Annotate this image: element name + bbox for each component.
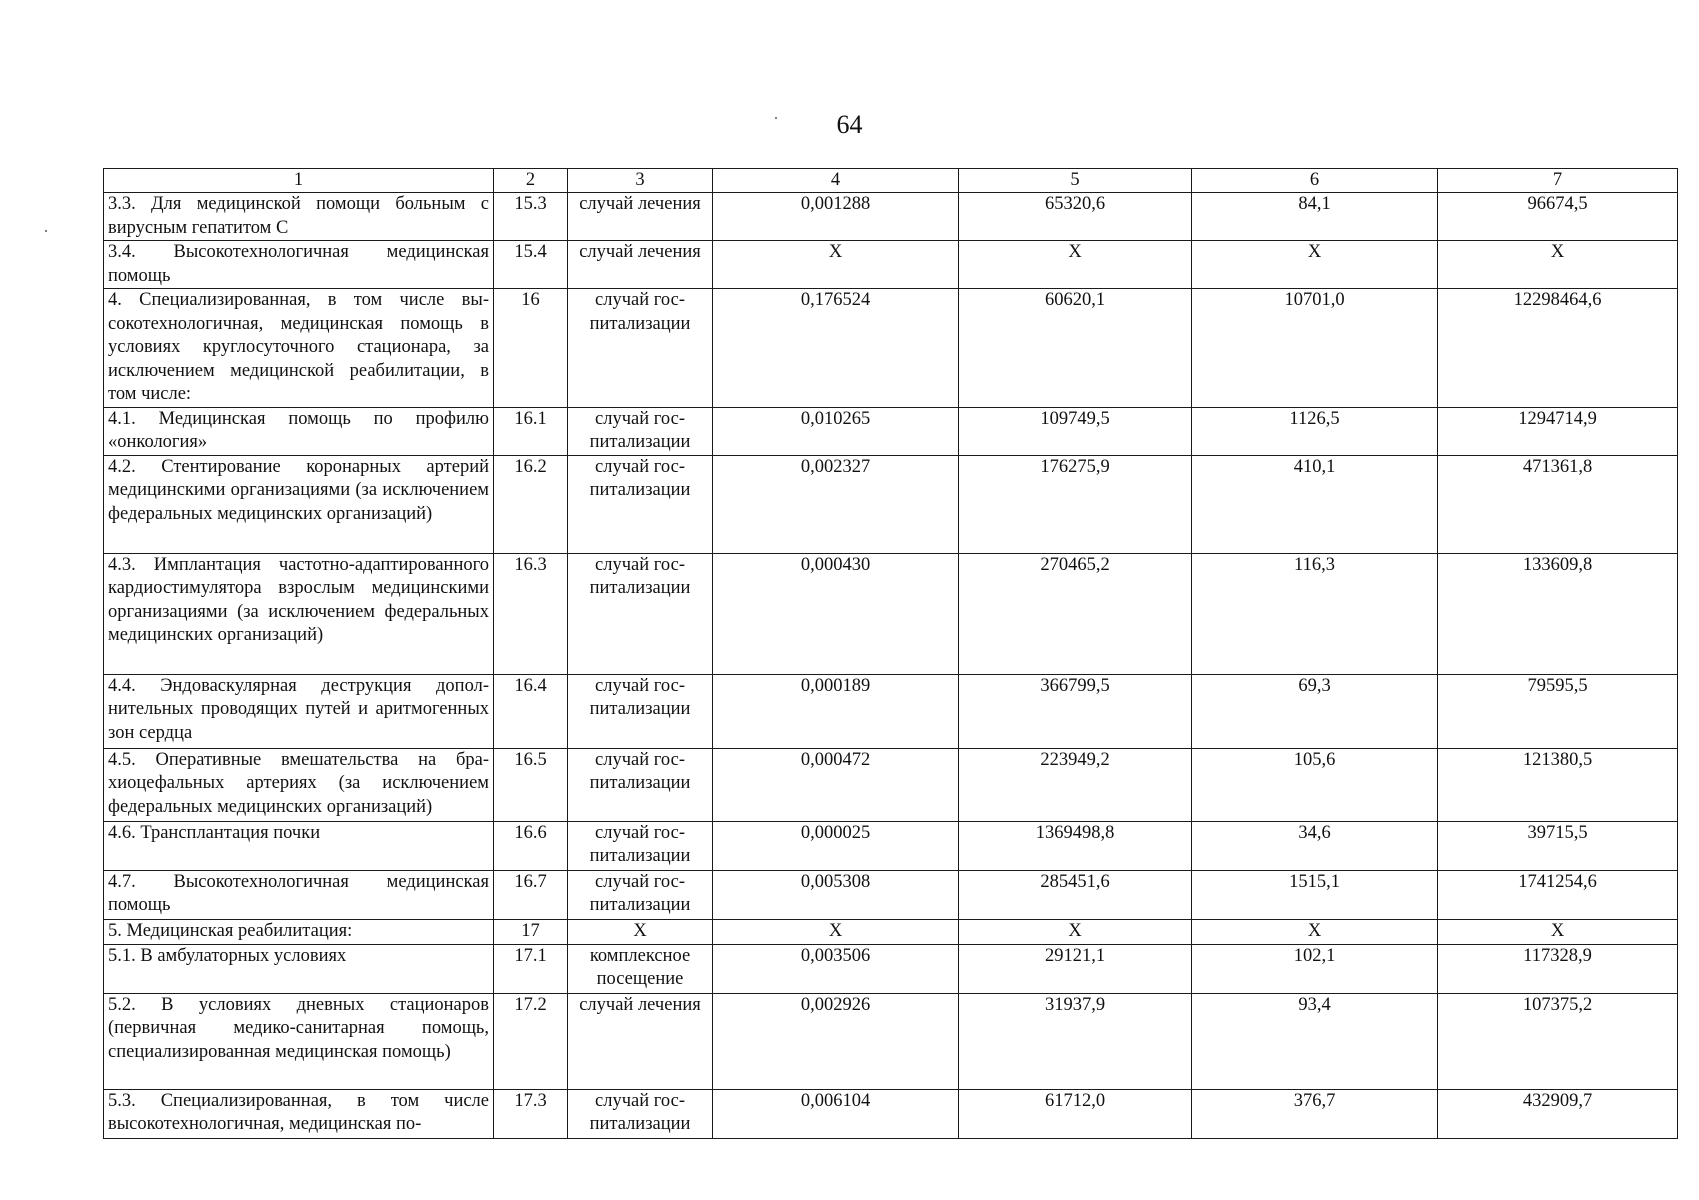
row-value-4: 0,001288: [713, 193, 959, 241]
row-unit: случай госпитализации: [568, 553, 713, 674]
row-value-7: 39715,5: [1438, 821, 1678, 870]
row-value-4: X: [713, 919, 959, 944]
table-row: [104, 241, 1678, 289]
row-value-7: 96674,5: [1438, 193, 1678, 241]
row-value-5: 223949,2: [959, 748, 1192, 821]
row-unit: случай госпитализации: [568, 870, 713, 919]
row-value-5: 176275,9: [959, 455, 1192, 553]
row-value-5: 285451,6: [959, 870, 1192, 919]
table-header-row: [104, 169, 1678, 193]
row-unit: X: [568, 919, 713, 944]
row-value-4: 0,006104: [713, 1089, 959, 1138]
row-value-5: 109749,5: [959, 407, 1192, 455]
table-row: [104, 455, 1678, 553]
row-value-7: 1741254,6: [1438, 870, 1678, 919]
column-header: 3: [568, 169, 713, 193]
row-value-7: 133609,8: [1438, 553, 1678, 674]
row-name: 4.3. Имплантация частотно-адаптированного кардиостимулятора взрослым медицинскими организациями (за исключением федеральных медицинских организаций): [104, 553, 494, 674]
row-value-4: X: [713, 241, 959, 289]
row-value-6: 116,3: [1192, 553, 1438, 674]
row-value-6: 105,6: [1192, 748, 1438, 821]
row-value-7: 432909,7: [1438, 1089, 1678, 1138]
row-number: 16.3: [494, 553, 568, 674]
row-value-4: 0,176524: [713, 289, 959, 408]
row-value-6: 1126,5: [1192, 407, 1438, 455]
row-name: 4.5. Оперативные вмешательства на брахиоцефальных артериях (за исключением федеральных медицинских организаций): [104, 748, 494, 821]
row-number: 15.4: [494, 241, 568, 289]
scan-speck: [45, 230, 47, 232]
row-unit: случай госпитализации: [568, 821, 713, 870]
row-value-6: 1515,1: [1192, 870, 1438, 919]
table-row: [104, 553, 1678, 674]
row-unit: случай госпитализации: [568, 748, 713, 821]
table-row: [104, 674, 1678, 748]
row-value-5: 61712,0: [959, 1089, 1192, 1138]
row-value-6: 102,1: [1192, 944, 1438, 993]
row-value-6: 410,1: [1192, 455, 1438, 553]
row-unit: случай госпитализации: [568, 289, 713, 408]
row-number: 15.3: [494, 193, 568, 241]
row-value-6: X: [1192, 241, 1438, 289]
row-value-7: 107375,2: [1438, 993, 1678, 1089]
row-value-5: 366799,5: [959, 674, 1192, 748]
row-name: 4.7. Высокотехнологичная медицинская помощь: [104, 870, 494, 919]
row-name: 4.1. Медицинская помощь по профилю «онкология»: [104, 407, 494, 455]
row-value-5: X: [959, 241, 1192, 289]
column-header: 6: [1192, 169, 1438, 193]
row-unit: случай лечения: [568, 993, 713, 1089]
column-header: 5: [959, 169, 1192, 193]
row-value-5: 1369498,8: [959, 821, 1192, 870]
row-value-7: X: [1438, 241, 1678, 289]
row-value-6: 93,4: [1192, 993, 1438, 1089]
row-value-4: 0,002926: [713, 993, 959, 1089]
row-value-7: 1294714,9: [1438, 407, 1678, 455]
row-name: 5.2. В условиях дневных стационаров (первичная медико-санитарная помощь, специализированная медицинская помощь): [104, 993, 494, 1089]
column-header: 7: [1438, 169, 1678, 193]
row-name: 3.3. Для медицинской помощи больным с вирусным гепатитом С: [104, 193, 494, 241]
row-value-5: 29121,1: [959, 944, 1192, 993]
row-value-7: 79595,5: [1438, 674, 1678, 748]
page-number: 64: [836, 110, 863, 139]
row-number: 16.2: [494, 455, 568, 553]
row-value-7: 121380,5: [1438, 748, 1678, 821]
row-value-5: 270465,2: [959, 553, 1192, 674]
data-table: [103, 168, 1678, 1139]
row-number: 17.3: [494, 1089, 568, 1138]
row-name: 4. Специализированная, в том числе высокотехнологичная, медицинская помощь в условиях круглосуточного стационара, за исключением медицинской реабилитации, в том числе:: [104, 289, 494, 408]
row-unit: случай госпитализации: [568, 1089, 713, 1138]
table-row: [104, 993, 1678, 1089]
row-unit: случай госпитализации: [568, 407, 713, 455]
row-value-7: 117328,9: [1438, 944, 1678, 993]
row-number: 16.6: [494, 821, 568, 870]
row-value-4: 0,000472: [713, 748, 959, 821]
row-value-6: 69,3: [1192, 674, 1438, 748]
row-value-4: 0,003506: [713, 944, 959, 993]
row-number: 17.2: [494, 993, 568, 1089]
row-name: 5.3. Специализированная, в том числе высокотехнологичная, медицинская по-: [104, 1089, 494, 1138]
row-value-7: 12298464,6: [1438, 289, 1678, 408]
row-value-5: 31937,9: [959, 993, 1192, 1089]
table-row: [104, 407, 1678, 455]
row-name: 4.6. Трансплантация почки: [104, 821, 494, 870]
row-value-4: 0,000189: [713, 674, 959, 748]
row-name: 3.4. Высокотехнологичная медицинская помощь: [104, 241, 494, 289]
column-header: 4: [713, 169, 959, 193]
row-value-4: 0,005308: [713, 870, 959, 919]
row-unit: случай лечения: [568, 241, 713, 289]
row-number: 16.7: [494, 870, 568, 919]
row-name: 4.4. Эндоваскулярная деструкция дополнительных проводящих путей и аритмогенных зон сердца: [104, 674, 494, 748]
row-value-6: 376,7: [1192, 1089, 1438, 1138]
row-value-5: 65320,6: [959, 193, 1192, 241]
row-value-4: 0,002327: [713, 455, 959, 553]
table-row: [104, 748, 1678, 821]
row-number: 17.1: [494, 944, 568, 993]
row-value-5: 60620,1: [959, 289, 1192, 408]
row-value-6: 84,1: [1192, 193, 1438, 241]
row-value-5: X: [959, 919, 1192, 944]
row-number: 16.5: [494, 748, 568, 821]
row-value-7: X: [1438, 919, 1678, 944]
row-number: 17: [494, 919, 568, 944]
row-value-4: 0,010265: [713, 407, 959, 455]
row-value-4: 0,000430: [713, 553, 959, 674]
row-unit: случай лечения: [568, 193, 713, 241]
row-number: 16: [494, 289, 568, 408]
table-row: [104, 821, 1678, 870]
table-row: [104, 870, 1678, 919]
row-value-7: 471361,8: [1438, 455, 1678, 553]
table-row: [104, 193, 1678, 241]
table-row: [104, 919, 1678, 944]
column-header: 2: [494, 169, 568, 193]
row-number: 16.1: [494, 407, 568, 455]
scan-speck: [775, 117, 777, 119]
row-name: 5. Медицинская реабилитация:: [104, 919, 494, 944]
row-unit: случай госпитализации: [568, 455, 713, 553]
row-number: 16.4: [494, 674, 568, 748]
row-value-6: 34,6: [1192, 821, 1438, 870]
row-name: 5.1. В амбулаторных условиях: [104, 944, 494, 993]
row-unit: комплексное посещение: [568, 944, 713, 993]
row-value-6: 10701,0: [1192, 289, 1438, 408]
row-value-6: X: [1192, 919, 1438, 944]
row-name: 4.2. Стентирование коронарных артерий медицинскими организациями (за исключением федеральных медицинских организаций): [104, 455, 494, 553]
table-row: [104, 944, 1678, 993]
column-header: 1: [104, 169, 494, 193]
table-row: [104, 1089, 1678, 1138]
table-row: [104, 289, 1678, 408]
row-unit: случай госпитализации: [568, 674, 713, 748]
row-value-4: 0,000025: [713, 821, 959, 870]
